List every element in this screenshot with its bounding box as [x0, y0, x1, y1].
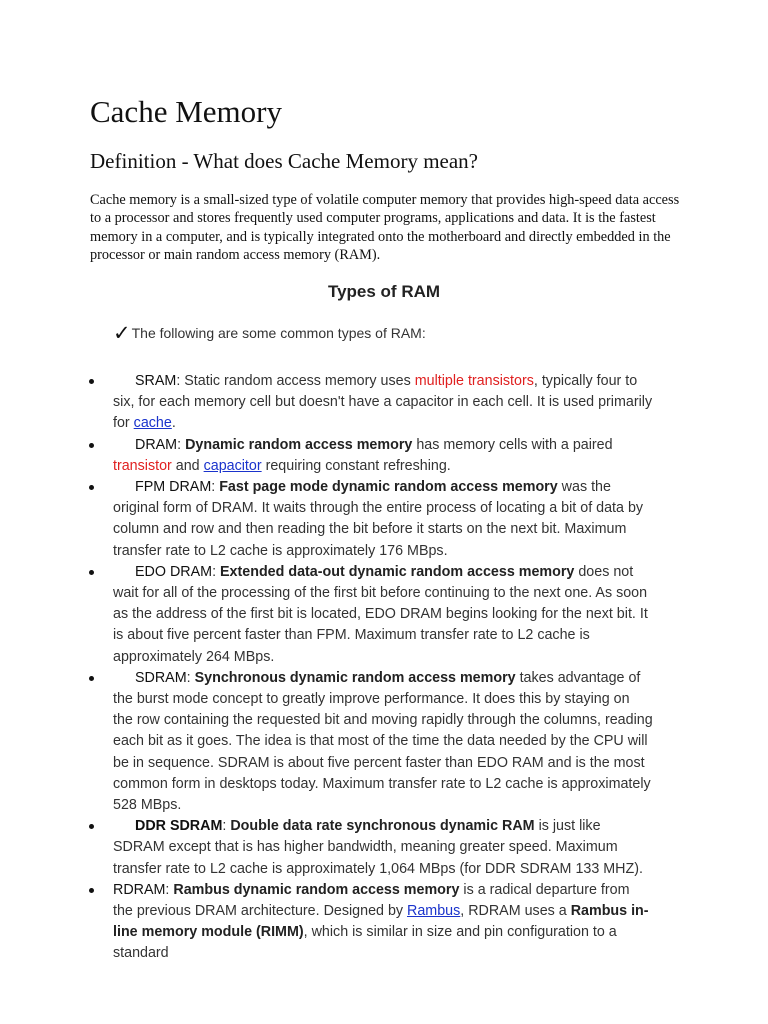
- list-item-rdram: RDRAM: Rambus dynamic random access memory is a radical departure from the previous DRAM architecture. Designed by Rambus, RDRAM uses a Rambus in-line memory module (RIMM), which is similar in size and pin configuration to a standard: [113, 880, 653, 965]
- ram-type-name: RDRAM: [113, 881, 166, 898]
- list-item-edo-dram: EDO DRAM: Extended data-out dynamic random access memory does not wait for all of the processing of the first bit before continuing to the next one. As soon as the address of the first bit is located, EDO DRAM begins looking for the next bit. It is about five percent faster than FPM. Maximum transfer rate to L2 cache is approximately 264 MBps.: [113, 562, 653, 668]
- ram-type-name: FPM DRAM: [135, 479, 212, 496]
- checkmark-icon: ✓: [113, 321, 131, 345]
- list-item-sdram: SDRAM: Synchronous dynamic random access memory takes advantage of the burst mode concept to greatly improve performance. It does this by staying on the row containing the requested bit and moving rapidly through the columns, reading each bit as it goes. The idea is that most of the time the data needed by the CPU will be in sequence. SDRAM is about five percent faster than EDO RAM and is the most common form in desktops today. Maximum transfer rate to L2 cache is approximately 528 MBps.: [113, 668, 653, 816]
- ram-type-fullname: Fast page mode dynamic random access memory: [219, 479, 558, 496]
- rimm-term: Rambus in-line memory module (RIMM): [113, 903, 649, 941]
- bullet-icon: [89, 485, 94, 490]
- ram-type-fullname: Dynamic random access memory: [185, 436, 413, 453]
- intro-paragraph: Cache memory is a small-sized type of volatile computer memory that provides high-speed data access to a processor and stores frequently used computer programs, applications and data. It is the fastest memory in a computer, and is typically integrated onto the motherboard and directly embedded in the processor or main random access memory (RAM).: [90, 192, 680, 264]
- bullet-icon: [89, 888, 94, 893]
- ram-type-fullname: Double data rate synchronous dynamic RAM: [230, 818, 535, 835]
- capacitor-link[interactable]: capacitor: [203, 457, 262, 474]
- ram-type-name: DDR SDRAM: [135, 818, 223, 835]
- lead-line: [113, 321, 426, 345]
- bullet-icon: [89, 570, 94, 575]
- ram-type-name: SRAM: [135, 373, 177, 389]
- page-title: Cache Memory: [90, 94, 282, 129]
- ram-types-list: [0, 371, 768, 965]
- ram-type-fullname: Extended data-out dynamic random access memory: [220, 563, 575, 580]
- list-item-sram: SRAM: Static random access memory uses multiple transistors, typically four to six, for each memory cell but doesn't have a capacitor in each cell. It is used primarily for cache.: [113, 371, 653, 435]
- highlight-text: transistor: [113, 457, 172, 474]
- list-item-dram: DRAM: Dynamic random access memory has memory cells with a paired transistor and capacitor requiring constant refreshing.: [113, 435, 653, 477]
- ram-type-name: SDRAM: [135, 669, 187, 686]
- bullet-icon: [89, 379, 94, 384]
- ram-type-name: DRAM: [135, 436, 178, 453]
- ram-type-fullname: Synchronous dynamic random access memory: [194, 669, 516, 686]
- list-item-ddr-sdram: DDR SDRAM: Double data rate synchronous dynamic RAM is just like SDRAM except that is has higher bandwidth, meaning greater speed. Maximum transfer rate to L2 cache is approximately 1,064 MBps (for DDR SDRAM 133 MHZ).: [113, 816, 653, 880]
- lead-text: The following are some common types of RAM:: [131, 325, 426, 341]
- types-of-ram-heading: Types of RAM: [327, 282, 441, 301]
- bullet-icon: [89, 443, 94, 448]
- definition-heading: Definition - What does Cache Memory mean?: [90, 149, 478, 173]
- ram-type-name: EDO DRAM: [135, 563, 213, 580]
- highlight-text: multiple transistors: [414, 373, 534, 389]
- rambus-link[interactable]: Rambus: [407, 903, 461, 920]
- bullet-icon: [89, 824, 94, 829]
- ram-type-fullname: Rambus dynamic random access memory: [173, 881, 460, 898]
- cache-link[interactable]: cache: [133, 415, 172, 432]
- list-item-fpm-dram: FPM DRAM: Fast page mode dynamic random access memory was the original form of DRAM. It waits through the entire process of locating a bit of data by column and row and then reading the bit before it starts on the next bit. Maximum transfer rate to L2 cache is approximately 176 MBps.: [113, 477, 653, 562]
- bullet-icon: [89, 676, 94, 681]
